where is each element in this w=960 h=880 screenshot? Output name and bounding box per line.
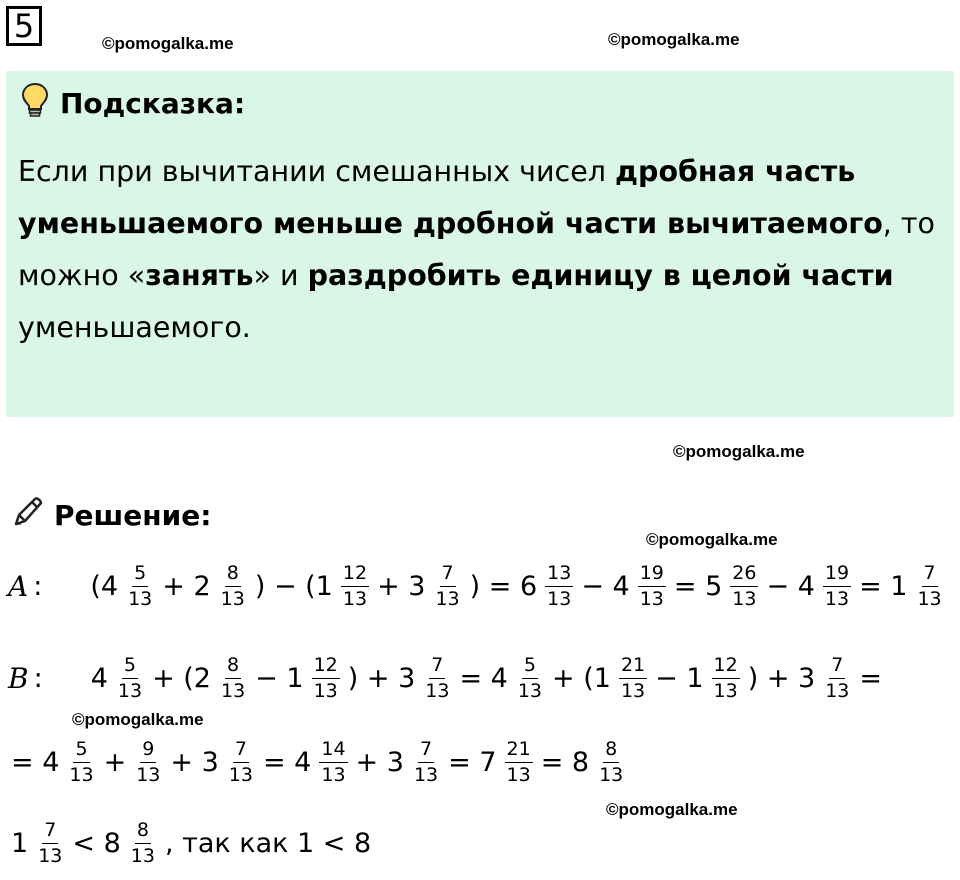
fraction-denominator: 13 — [220, 679, 246, 702]
fraction-numerator: 8 — [225, 563, 241, 587]
fraction-denominator: 13 — [130, 844, 155, 867]
problem-number: 5 — [6, 6, 42, 46]
hint-header — [20, 82, 245, 125]
hint-text-part: Если при вычитании смешанных чисел — [18, 155, 616, 188]
fraction-denominator: 13 — [506, 763, 531, 786]
watermark: ©pomogalka.me — [606, 800, 738, 819]
fraction — [516, 655, 544, 702]
fraction-numerator: 7 — [42, 820, 58, 844]
solution-title: Решение: — [54, 499, 212, 532]
fraction-denominator: 13 — [547, 587, 572, 610]
fraction-denominator: 13 — [825, 679, 850, 702]
math-text: < 8 — [72, 827, 121, 859]
fraction-numerator: 5 — [122, 655, 138, 679]
fraction-numerator: 8 — [225, 655, 241, 679]
fraction-denominator: 13 — [69, 763, 94, 786]
solution-line-a — [8, 551, 947, 621]
fraction — [67, 739, 95, 786]
fraction-denominator: 13 — [117, 679, 143, 702]
watermark: ©pomogalka.me — [608, 30, 740, 49]
fraction — [638, 563, 666, 610]
math-variable: A — [8, 569, 29, 603]
math-text: = 5 — [673, 570, 723, 602]
fraction-numerator: 19 — [638, 563, 666, 587]
fraction — [619, 655, 647, 702]
fraction-denominator: 13 — [917, 587, 942, 610]
fraction-denominator: 13 — [136, 763, 161, 786]
math-text: + — [103, 746, 127, 778]
watermark: ©pomogalka.me — [72, 710, 204, 729]
math-text: − 1 — [655, 662, 704, 694]
fraction — [545, 563, 573, 610]
fraction-denominator: 13 — [639, 587, 664, 610]
fraction — [423, 655, 451, 702]
math-text: = 7 — [448, 746, 497, 778]
fraction — [126, 563, 154, 610]
math-text: + 2 — [162, 570, 211, 602]
fraction — [312, 655, 340, 702]
fraction-denominator: 13 — [313, 679, 338, 702]
math-text: (4 — [90, 570, 119, 602]
fraction-numerator: 7 — [418, 739, 434, 763]
fraction — [129, 820, 157, 867]
fraction-numerator: 14 — [319, 739, 347, 763]
fraction — [915, 563, 943, 610]
fraction-denominator: 13 — [342, 587, 368, 610]
fraction — [116, 655, 144, 702]
solution-line-b1 — [8, 643, 887, 713]
math-text: 1 — [11, 827, 29, 859]
fraction — [412, 739, 440, 786]
pencil-icon — [10, 494, 46, 537]
math-text: + 3 — [377, 570, 426, 602]
hint-text-bold: дробная часть уменьшаемого меньше дробной части вычитаемого — [18, 155, 883, 240]
fraction-denominator: 13 — [425, 679, 450, 702]
fraction-denominator: 13 — [228, 763, 253, 786]
fraction-numerator: 26 — [730, 563, 758, 587]
math-text: ) + 3 — [747, 662, 816, 694]
watermark: ©pomogalka.me — [673, 442, 805, 461]
math-text: + (2 — [152, 662, 211, 694]
fraction-numerator: 7 — [440, 563, 456, 587]
fraction-numerator: 8 — [135, 820, 151, 844]
fraction-denominator: 13 — [824, 587, 850, 610]
math-text: 4 — [90, 662, 108, 694]
fraction — [597, 739, 625, 786]
fraction-numerator: 7 — [829, 655, 845, 679]
fraction — [823, 563, 851, 610]
fraction — [341, 563, 369, 610]
math-text: + 3 — [170, 746, 219, 778]
math-variable: B — [8, 661, 29, 695]
fraction-numerator: 13 — [545, 563, 573, 587]
math-text: : — [33, 662, 43, 694]
fraction — [227, 739, 255, 786]
fraction-denominator: 13 — [732, 587, 757, 610]
fraction-denominator: 13 — [38, 844, 63, 867]
fraction — [433, 563, 461, 610]
lightbulb-icon — [20, 82, 50, 125]
fraction — [36, 820, 64, 867]
fraction-numerator: 12 — [712, 655, 740, 679]
math-text: − 4 — [766, 570, 815, 602]
math-text: = 1 — [859, 570, 908, 602]
fraction-denominator: 13 — [321, 763, 346, 786]
fraction-numerator: 5 — [73, 739, 89, 763]
fraction-denominator: 13 — [620, 679, 646, 702]
math-text: ) = 6 — [469, 570, 538, 602]
math-text: = 4 — [262, 746, 312, 778]
fraction-denominator: 13 — [435, 587, 460, 610]
fraction-denominator: 13 — [517, 679, 543, 702]
solution-header — [10, 494, 211, 537]
fraction-numerator: 7 — [922, 563, 938, 587]
fraction — [134, 739, 162, 786]
watermark: ©pomogalka.me — [102, 34, 234, 53]
math-text: + 3 — [355, 746, 404, 778]
fraction-numerator: 7 — [233, 739, 249, 763]
fraction — [219, 655, 247, 702]
fraction-numerator: 12 — [341, 563, 369, 587]
fraction-numerator: 21 — [505, 739, 533, 763]
hint-text-part: , то можно « — [18, 207, 935, 292]
fraction-numerator: 9 — [140, 739, 156, 763]
fraction-denominator: 13 — [713, 679, 738, 702]
math-text: = 8 — [540, 746, 590, 778]
fraction — [319, 739, 347, 786]
fraction-denominator: 13 — [599, 763, 624, 786]
math-text: − 1 — [255, 662, 304, 694]
math-text: ) − (1 — [254, 570, 333, 602]
fraction — [505, 739, 533, 786]
fraction-numerator: 21 — [619, 655, 647, 679]
hint-text — [18, 146, 938, 354]
watermark: ©pomogalka.me — [646, 530, 778, 549]
math-text: = — [859, 662, 883, 694]
fraction — [730, 563, 758, 610]
solution-line-b2 — [6, 727, 628, 797]
fraction-numerator: 7 — [429, 655, 445, 679]
math-text: ) + 3 — [347, 662, 416, 694]
hint-title: Подсказка: — [60, 87, 246, 120]
math-text: − 4 — [581, 570, 630, 602]
fraction-denominator: 13 — [413, 763, 439, 786]
solution-line-comparison — [6, 808, 376, 878]
fraction-denominator: 13 — [128, 587, 153, 610]
math-text: = 4 — [459, 662, 508, 694]
fraction-numerator: 8 — [603, 739, 619, 763]
hint-text-part: уменьшаемого. — [18, 311, 251, 344]
hint-text-bold: раздробить единицу в целой части — [307, 259, 894, 292]
hint-text-bold: занять — [145, 259, 254, 292]
fraction-numerator: 5 — [132, 563, 148, 587]
fraction-numerator: 19 — [823, 563, 851, 587]
fraction-numerator: 5 — [522, 655, 538, 679]
math-text: = 4 — [11, 746, 60, 778]
fraction — [219, 563, 247, 610]
fraction — [712, 655, 740, 702]
fraction-numerator: 12 — [312, 655, 340, 679]
math-text: + (1 — [552, 662, 611, 694]
fraction — [823, 655, 851, 702]
math-text: , так как 1 < 8 — [164, 827, 372, 859]
hint-text-part: » и — [253, 259, 308, 292]
math-text: : — [33, 570, 43, 602]
fraction-denominator: 13 — [220, 587, 245, 610]
